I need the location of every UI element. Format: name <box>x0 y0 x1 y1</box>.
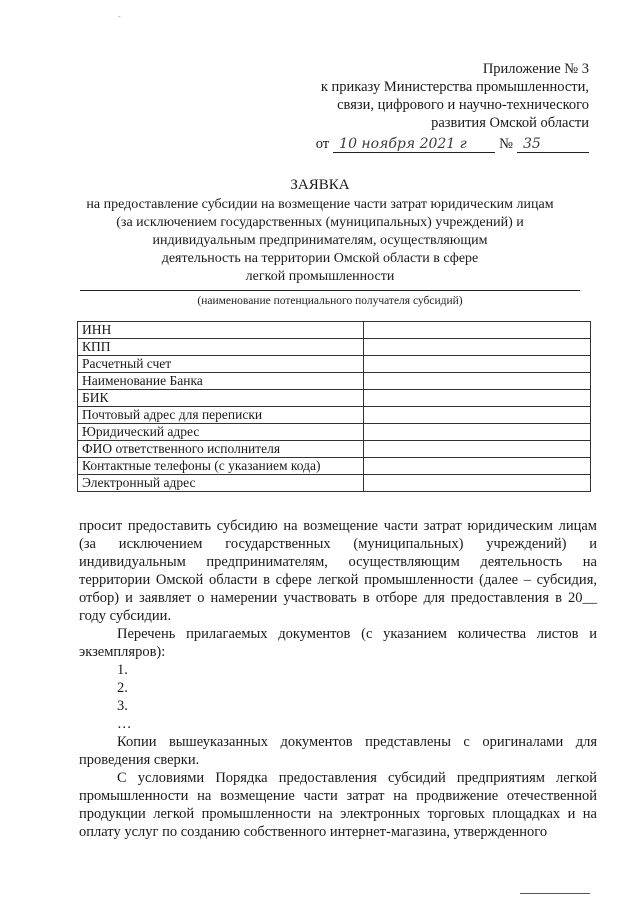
row-label: Почтовый адрес для переписки <box>78 407 364 424</box>
table-row <box>78 373 591 390</box>
table-row <box>78 339 591 356</box>
table-row <box>78 458 591 475</box>
table-row <box>78 441 591 458</box>
row-label: Наименование Банка <box>78 373 364 390</box>
table-row <box>78 407 591 424</box>
row-value-cell[interactable] <box>364 339 591 356</box>
application-title-block <box>60 176 580 286</box>
application-title: ЗАЯВКА <box>290 177 350 193</box>
list-item: … <box>117 716 132 732</box>
row-label: Юридический адрес <box>78 424 364 441</box>
row-value-cell[interactable] <box>364 441 591 458</box>
row-value-cell[interactable] <box>364 322 591 339</box>
row-label: Контактные телефоны (с указанием кода) <box>78 458 364 475</box>
title-line-3: индивидуальным предпринимателям, осуществляющим <box>152 233 488 248</box>
request-paragraph: просит предоставить субсидию на возмещение части затрат юридическим лицам (за исключением государственных (муниципальных) учреждений) и индивидуальным предпринимателям, осуществляющим деятельность на территории Омской области в сфере легкой промышленности (далее – субсидия, отбор) и заявляет о намерении участвовать в отборе для предоставления в 20__ году субсидии. <box>79 518 597 624</box>
list-item: 2. <box>117 680 128 696</box>
title-line-2: (за исключением государственных (муниципальных) учреждений) и <box>116 215 524 230</box>
recipient-name-line[interactable] <box>80 290 580 291</box>
table-row <box>78 356 591 373</box>
row-label: Электронный адрес <box>78 475 364 492</box>
row-label: Расчетный счет <box>78 356 364 373</box>
recipient-name-caption: (наименование потенциального получателя субсидий) <box>197 295 463 307</box>
from-label: от <box>315 136 330 152</box>
row-value-cell[interactable] <box>364 424 591 441</box>
list-item: 3. <box>117 698 128 714</box>
appendix-line-1: к приказу Министерства промышленности, <box>320 79 589 95</box>
row-value-cell[interactable] <box>364 390 591 407</box>
handwritten-number: 35 <box>517 136 589 153</box>
row-label: ФИО ответственного исполнителя <box>78 441 364 458</box>
handwritten-date: 10 ноября 2021 г <box>333 136 495 153</box>
application-body <box>79 517 597 841</box>
row-value-cell[interactable] <box>364 458 591 475</box>
appendix-title: Приложение № 3 <box>482 61 589 77</box>
row-label: КПП <box>78 339 364 356</box>
title-line-4: деятельность на территории Омской области в сфере <box>161 251 479 266</box>
title-line-1: на предоставление субсидии на возмещение части затрат юридическим лицам <box>86 197 554 212</box>
row-value-cell[interactable] <box>364 475 591 492</box>
footer-line <box>520 893 590 894</box>
table-row <box>78 424 591 441</box>
table-row <box>78 322 591 339</box>
row-value-cell[interactable] <box>364 407 591 424</box>
copies-paragraph: Копии вышеуказанных документов представлены с оригиналами для проведения сверки. <box>79 734 597 768</box>
table-row <box>78 475 591 492</box>
table-row <box>78 390 591 407</box>
order-date-number-line <box>316 136 589 153</box>
row-label: БИК <box>78 390 364 407</box>
number-label: № <box>499 136 513 152</box>
appendix-header <box>289 60 589 132</box>
row-value-cell[interactable] <box>364 373 591 390</box>
row-label: ИНН <box>78 322 364 339</box>
title-line-5: легкой промышленности <box>245 269 395 284</box>
list-item: 1. <box>117 662 128 678</box>
appendix-line-2: связи, цифрового и научно-технического <box>337 97 589 113</box>
corner-mark: - <box>118 12 121 21</box>
requisites-table <box>77 321 591 492</box>
row-value-cell[interactable] <box>364 356 591 373</box>
appendix-line-3: развития Омской области <box>431 115 589 131</box>
documents-list-intro: Перечень прилагаемых документов (с указанием количества листов и экземпляров): <box>79 626 597 660</box>
conditions-paragraph: С условиями Порядка предоставления субсидий предприятиям легкой промышленности на возмещение части затрат на продвижение отечественной продукции легкой промышленности на электронных торговых площадках и на оплату услуг по созданию собственного интернет-магазина, утвержденного <box>79 770 597 840</box>
